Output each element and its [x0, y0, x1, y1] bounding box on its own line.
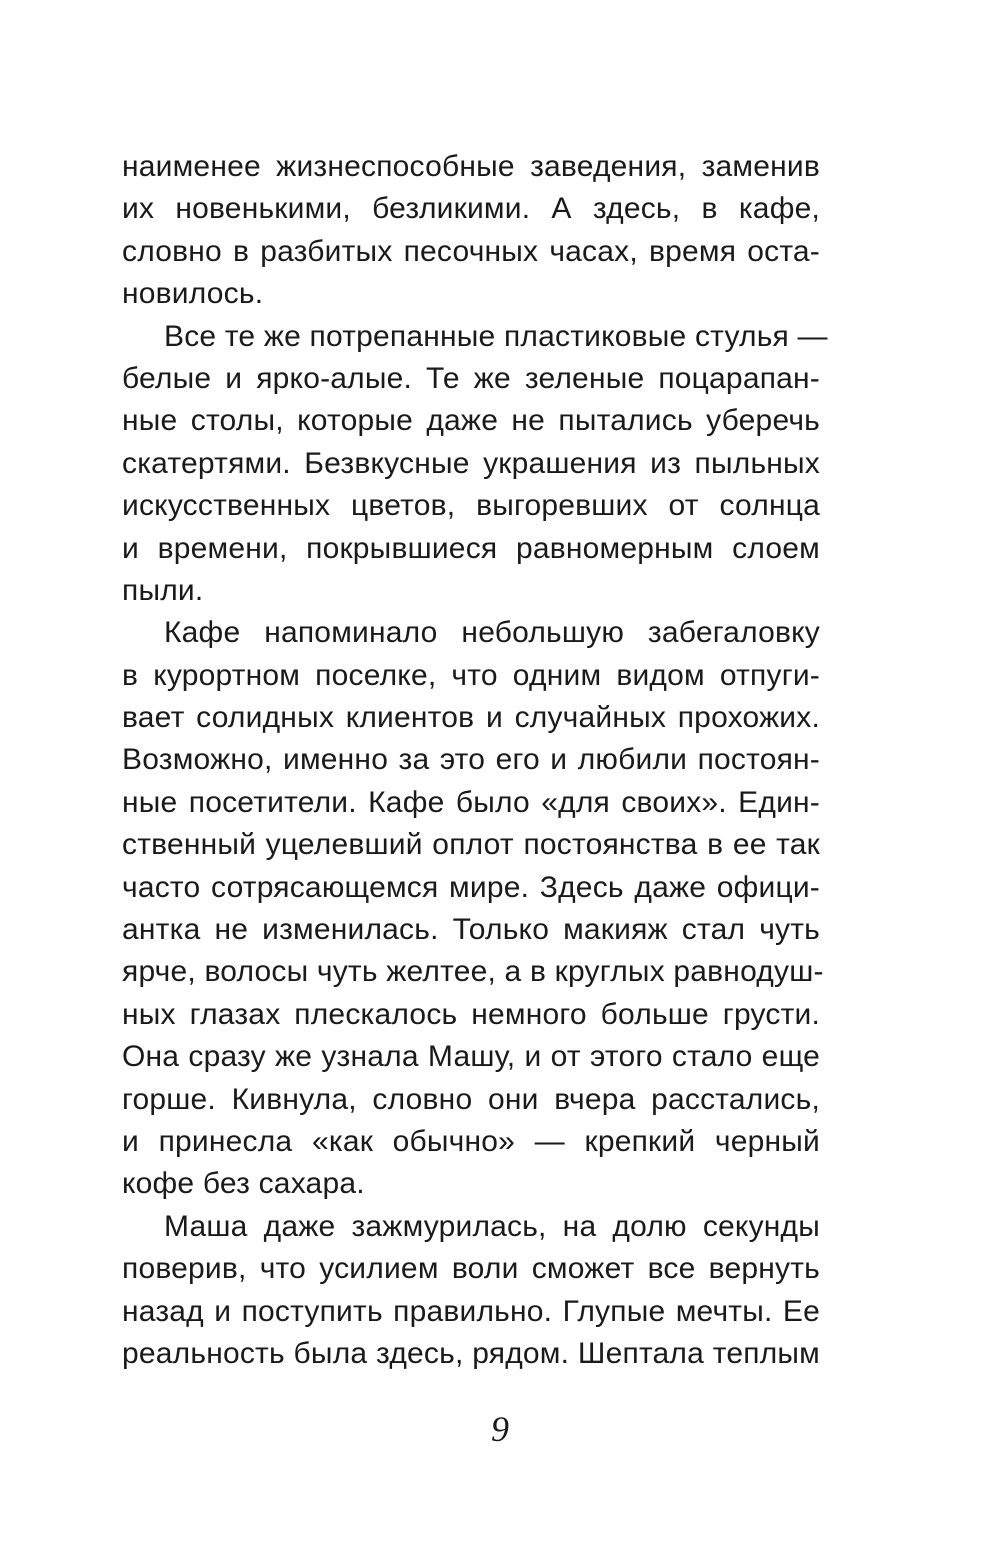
body-text [122, 146, 828, 1375]
text-line: кофе без сахара. [122, 1167, 365, 1201]
text-line: Маша даже зажмурилась, на долю секунды [164, 1209, 820, 1243]
text-line: вает солидных клиентов и случайных прохожих. [122, 701, 820, 735]
page-number: 9 [491, 1409, 509, 1449]
paragraph [122, 316, 828, 613]
text-line: горше. Кивнула, словно они вчера расстались, [122, 1082, 820, 1116]
text-line: и времени, покрывшиеся равномерным слоем [122, 531, 820, 565]
text-line: скатертями. Безвкусные украшения из пыльных [122, 446, 820, 480]
text-line: их новенькими, безликими. А здесь, в кафе, [122, 192, 820, 226]
text-line: ных глазах плескалось немного больше грусти. [122, 997, 820, 1031]
text-line: ные столы, которые даже не пытались уберечь [122, 404, 820, 438]
text-line: Все те же потрепанные пластиковые стулья — [164, 319, 828, 353]
text-line: и принесла «как обычно» — крепкий черный [122, 1124, 820, 1158]
paragraph [122, 1206, 820, 1376]
text-line: реальность была здесь, рядом. Шептала теплым [122, 1336, 820, 1370]
text-line: назад и поступить правильно. Глупые мечты. Ее [122, 1294, 820, 1328]
text-line: Она сразу же узнала Машу, и от этого стало еще [122, 1040, 820, 1074]
paragraph [122, 146, 820, 316]
text-line: поверив, что усилием воли сможет все вернуть [122, 1252, 820, 1286]
text-line: в курортном поселке, что одним видом отпуги- [122, 658, 820, 692]
text-line: ярче, волосы чуть желтее, а в круглых равнодуш- [122, 955, 824, 989]
text-line: наименее жизнеспособные заведения, заменив [122, 150, 820, 183]
text-line: искусственных цветов, выгоревших от солнца [122, 489, 820, 523]
text-line: ственный уцелевший оплот постоянства в ее так [122, 828, 820, 862]
text-line: Кафе напоминало небольшую забегаловку [164, 616, 820, 650]
paragraph [122, 612, 824, 1205]
text-line: новилось. [122, 277, 264, 311]
text-line: словно в разбитых песочных часах, время оста- [122, 234, 820, 268]
text-line: пыли. [122, 573, 204, 607]
text-line: антка не изменилась. Только макияж стал чуть [122, 913, 820, 947]
text-line: белые и ярко-алые. Те же зеленые поцарапан- [122, 361, 820, 395]
text-line: часто сотрясающемся мире. Здесь даже офици- [122, 870, 820, 904]
text-line: Возможно, именно за это его и любили постоян- [122, 743, 820, 777]
text-line: ные посетители. Кафе было «для своих». Един- [122, 785, 820, 819]
